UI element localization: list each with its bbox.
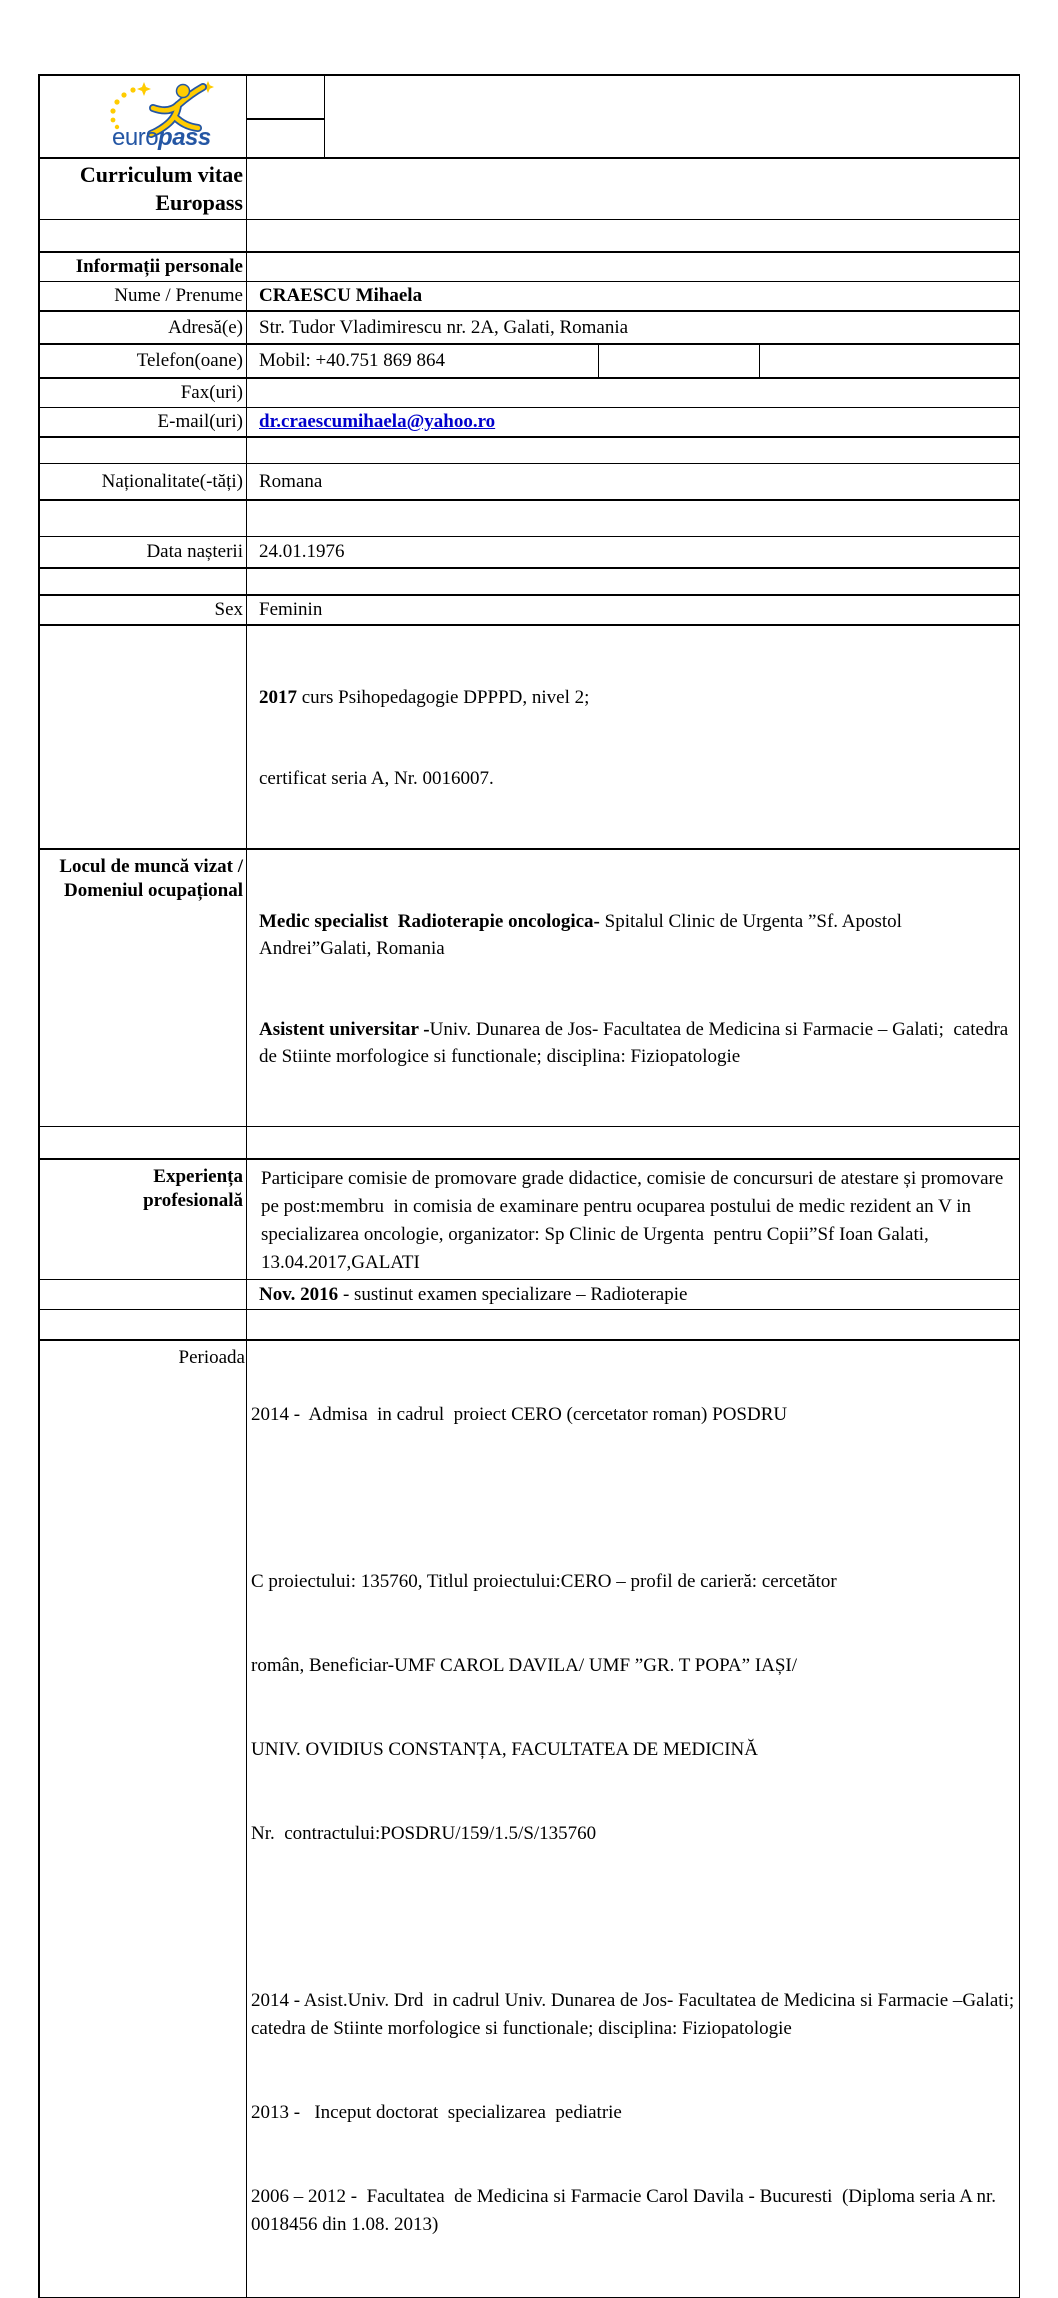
row-address <box>40 312 1019 345</box>
project-detail-line: UNIV. OVIDIUS CONSTANȚA, FACULTATEA DE MEDICINĂ <box>251 1739 758 1760</box>
spacer-value <box>247 1141 1019 1145</box>
row-sex <box>40 596 1019 626</box>
job-target-item-2 <box>259 1016 1011 1070</box>
spacer-value <box>247 234 1019 238</box>
spacer-value <box>247 517 1019 521</box>
email-label: E-mail(uri) <box>40 408 247 436</box>
fax-label: Fax(uri) <box>40 379 247 407</box>
cv-table <box>38 74 1024 2298</box>
job-target-item-1-title: Medic specialist Radioterapie oncologica- <box>259 911 600 932</box>
job-target-item-1-detail: Spitalul Clinic de Urgenta ”Sf. Apostol Andrei”Galati, Romania <box>259 911 906 959</box>
spacer-value <box>247 449 1019 453</box>
logo-text-euro: euro <box>112 124 159 151</box>
row-experience <box>40 1160 1019 1280</box>
logo-text-pass: pass <box>158 124 211 151</box>
row-spacer <box>40 501 1019 537</box>
row-name <box>40 282 1019 312</box>
spacer-label <box>40 220 247 251</box>
header-empty-cell-bottom <box>247 120 324 157</box>
job-target-label-line-1: Locul de muncă vizat / <box>59 856 243 877</box>
europass-logo <box>40 76 247 157</box>
name-value: CRAESCU Mihaela <box>259 285 423 306</box>
experience-label <box>40 1160 247 1279</box>
phone-empty-cell-2 <box>760 345 1019 377</box>
logo-figure-head <box>177 85 190 98</box>
spacer-label <box>40 569 247 594</box>
row-fax <box>40 379 1019 408</box>
row-birthdate <box>40 537 1019 569</box>
row-title <box>40 159 1019 220</box>
fax-value-empty <box>247 391 1019 395</box>
project-detail-line: Nr. contractului:POSDRU/159/1.5/S/135760 <box>251 1823 597 1844</box>
row-nationality <box>40 464 1019 501</box>
phone-value: Mobil: +40.751 869 864 <box>247 345 599 377</box>
document-title <box>40 159 247 219</box>
course-2017-text: curs Psihopedagogie DPPPD, nivel 2; <box>297 687 590 708</box>
spacer-label <box>40 1127 247 1158</box>
row-logo <box>40 76 1019 159</box>
logo-wordmark <box>112 124 211 151</box>
education-history-line: 2013 - Inceput doctorat specializarea pediatrie <box>251 2102 622 2123</box>
experience-label-line-2: profesională <box>143 1190 243 1211</box>
education-history-line: 2014 - Asist.Univ. Drd in cadrul Univ. Dunarea de Jos- Facultatea de Medicina si Farmacie –Galati; catedra de Stiinte morfologice si functionale; disciplina: Fiziopatologie <box>251 1990 1024 2039</box>
row-nov-2016 <box>40 1280 1019 1310</box>
row-phone <box>40 345 1019 379</box>
job-target-item-2-title: Asistent universitar - <box>259 1019 430 1040</box>
row-course-2017 <box>40 626 1019 850</box>
section-label-personal-info: Informații personale <box>40 253 247 281</box>
course-2017-line-1 <box>259 684 1011 711</box>
row-spacer <box>40 438 1019 464</box>
spacer-value <box>247 580 1019 584</box>
nationality-value: Romana <box>259 470 323 492</box>
email-link[interactable]: dr.craescumihaela@yahoo.ro <box>259 411 496 432</box>
address-value: Str. Tudor Vladimirescu nr. 2A, Galati, Romania <box>259 316 629 338</box>
row-personal-info-section <box>40 253 1019 282</box>
birthdate-label: Data nașterii <box>40 537 247 567</box>
row-spacer <box>40 220 1019 253</box>
name-label: Nume / Prenume <box>40 282 247 310</box>
experience-paragraph: Participare comisie de promovare grade didactice, comisie de concursuri de atestare și promovare pe post:membru in comisia de examinare pentru ocuparea postului de medic rezident an V in specializarea oncologie, organizator: Sp Clinic de Urgenta pentru Copii”Sf Ioan Galati, 13.04.2017,GALATI <box>261 1168 1009 1273</box>
job-target-label <box>40 850 247 1126</box>
project-detail-line: român, Beneficiar-UMF CAROL DAVILA/ UMF ”GR. T POPA” IAȘI/ <box>251 1655 798 1676</box>
row-period <box>40 1341 1024 2297</box>
row-spacer <box>40 1310 1019 1341</box>
period-label: Perioada <box>40 1341 247 2297</box>
job-target-item-2-detail: Univ. Dunarea de Jos- Facultatea de Medicina si Farmacie – Galati; catedra de Stiinte morfologice si functionale; disciplina: Fiziopatologie <box>259 1019 1013 1067</box>
row-email <box>40 408 1019 438</box>
period-intro: 2014 - Admisa in cadrul proiect CERO (cercetator roman) POSDRU <box>251 1404 788 1425</box>
spacer-label <box>40 438 247 463</box>
title-line-2: Europass <box>155 190 243 215</box>
nationality-label: Naționalitate(-tăți) <box>40 464 247 499</box>
title-line-1: Curriculum vitae <box>79 162 243 187</box>
project-detail-line: C proiectului: 135760, Titlul proiectului:CERO – profil de carieră: cercetător <box>251 1571 837 1592</box>
row-spacer <box>40 569 1019 596</box>
header-empty-cell-top <box>247 76 324 120</box>
experience-label-line-1: Experiența <box>153 1166 243 1187</box>
birthdate-value: 24.01.1976 <box>259 541 345 562</box>
nov-2016-text: - sustinut examen specializare – Radioterapie <box>338 1283 688 1305</box>
personal-info-value-empty <box>247 265 1019 269</box>
europass-logo-graphic <box>106 81 244 153</box>
course-2017-line-2: certificat seria A, Nr. 0016007. <box>259 768 494 789</box>
job-target-label-line-2: Domeniul ocupațional <box>64 880 243 901</box>
spacer-label <box>40 1310 247 1339</box>
education-history-line: 2006 – 2012 - Facultatea de Medicina si Farmacie Carol Davila - Bucuresti (Diploma seria A nr. 0018456 din 1.08. 2013) <box>251 2186 1001 2235</box>
phone-empty-cell-1 <box>599 345 760 377</box>
title-value-empty <box>247 187 1019 191</box>
nov-2016-value <box>247 1281 1019 1309</box>
job-target-item-1 <box>259 908 1011 962</box>
nov-2016-date: Nov. 2016 <box>259 1283 339 1305</box>
header-mid-column <box>247 76 325 157</box>
header-empty-cell-right <box>325 76 1019 157</box>
course-2017-year: 2017 <box>259 687 297 708</box>
address-label: Adresă(e) <box>40 312 247 343</box>
sex-value: Feminin <box>259 599 323 620</box>
course-2017-label-empty <box>40 626 247 848</box>
period-blank-line <box>251 1485 1017 1512</box>
nov-2016-label-empty <box>40 1280 247 1309</box>
period-blank-line <box>251 1904 1017 1931</box>
row-job-target <box>40 850 1019 1127</box>
spacer-label <box>40 501 247 536</box>
row-spacer <box>40 1127 1019 1160</box>
spacer-value <box>247 1323 1019 1327</box>
sex-label: Sex <box>40 596 247 624</box>
phone-label: Telefon(oane) <box>40 345 247 377</box>
